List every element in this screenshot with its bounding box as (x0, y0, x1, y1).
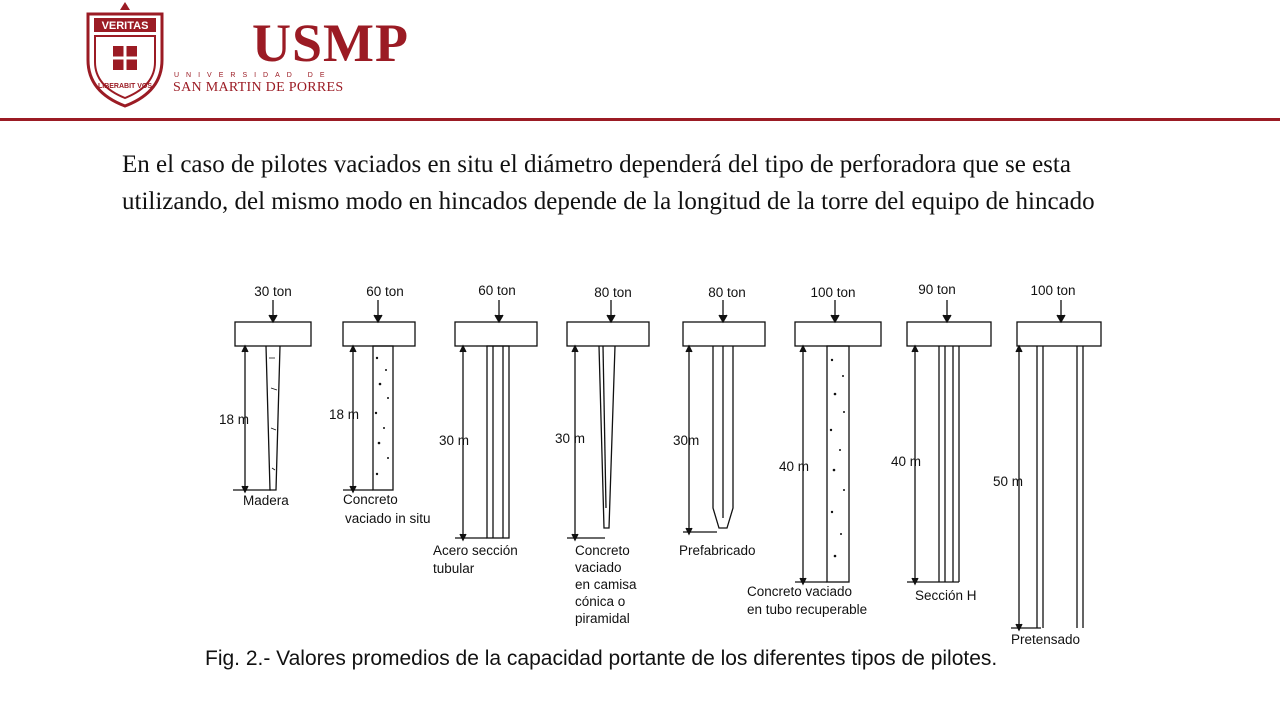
pile-madera (233, 300, 311, 492)
load-label: 60 ton (366, 284, 404, 299)
pile-concreto-in-situ (343, 300, 415, 492)
load-label: 100 ton (1030, 283, 1076, 298)
pile-concreto-tubo-recuperable (795, 300, 881, 584)
pile-name: en tubo recuperable (747, 602, 868, 617)
length-label: 30 m (555, 431, 586, 446)
load-label: 90 ton (918, 282, 956, 297)
load-label: 100 ton (810, 285, 856, 300)
length-label: 40 m (891, 454, 922, 469)
pile-name: Concreto (575, 543, 630, 558)
pile-name: Madera (243, 493, 289, 508)
pile-name: vaciado in situ (345, 511, 431, 526)
brand-subtitle-2: SAN MARTIN DE PORRES (173, 80, 344, 95)
pile-name: Acero sección (433, 543, 518, 558)
pile-prefabricado (683, 300, 765, 534)
seal-text-bottom: LIBERABIT VOS (97, 83, 153, 90)
figure-caption: Fig. 2.- Valores promedios de la capacidad portante de los diferentes tipos de pilotes. (205, 647, 998, 670)
load-label: 30 ton (254, 284, 292, 299)
pile-name: tubular (433, 561, 475, 576)
pile-name: Prefabricado (679, 543, 756, 558)
pile-pretensado (1011, 300, 1101, 630)
pile-seccion-h (907, 300, 991, 584)
length-label: 30m (673, 433, 700, 448)
pile-name: piramidal (575, 611, 630, 626)
length-label: 18 m (219, 412, 250, 427)
pile-name: Concreto vaciado (747, 584, 853, 599)
pile-name: Concreto (343, 492, 398, 507)
length-label: 18 m (329, 407, 360, 422)
pile-name: Sección H (915, 588, 977, 603)
load-label: 80 ton (708, 285, 746, 300)
load-label: 60 ton (478, 283, 516, 298)
length-label: 30 m (439, 433, 470, 448)
length-label: 50 m (993, 474, 1024, 489)
pile-concreto-camisa-conica (567, 300, 649, 540)
brand-name: USMP (252, 13, 409, 73)
seal-text-top: VERITAS (101, 20, 149, 32)
length-label: 40 m (779, 459, 810, 474)
header-divider (0, 118, 1280, 121)
pile-name: Pretensado (1011, 632, 1081, 647)
brand-subtitle-1: UNIVERSIDAD DE (174, 72, 332, 79)
load-label: 80 ton (594, 285, 632, 300)
piles-diagram (205, 278, 1125, 650)
pile-name: vaciado (575, 560, 622, 575)
seal-icon (80, 0, 170, 110)
body-paragraph: En el caso de pilotes vaciados en situ el diámetro dependerá del tipo de perforadora que se esta utilizando, del mismo modo en hincados depende de la longitud de la torre del equipo de hincado (122, 151, 1095, 215)
pile-name: en camisa (575, 577, 637, 592)
pile-name: cónica o (575, 594, 626, 609)
pile-acero-tubular (455, 300, 537, 540)
